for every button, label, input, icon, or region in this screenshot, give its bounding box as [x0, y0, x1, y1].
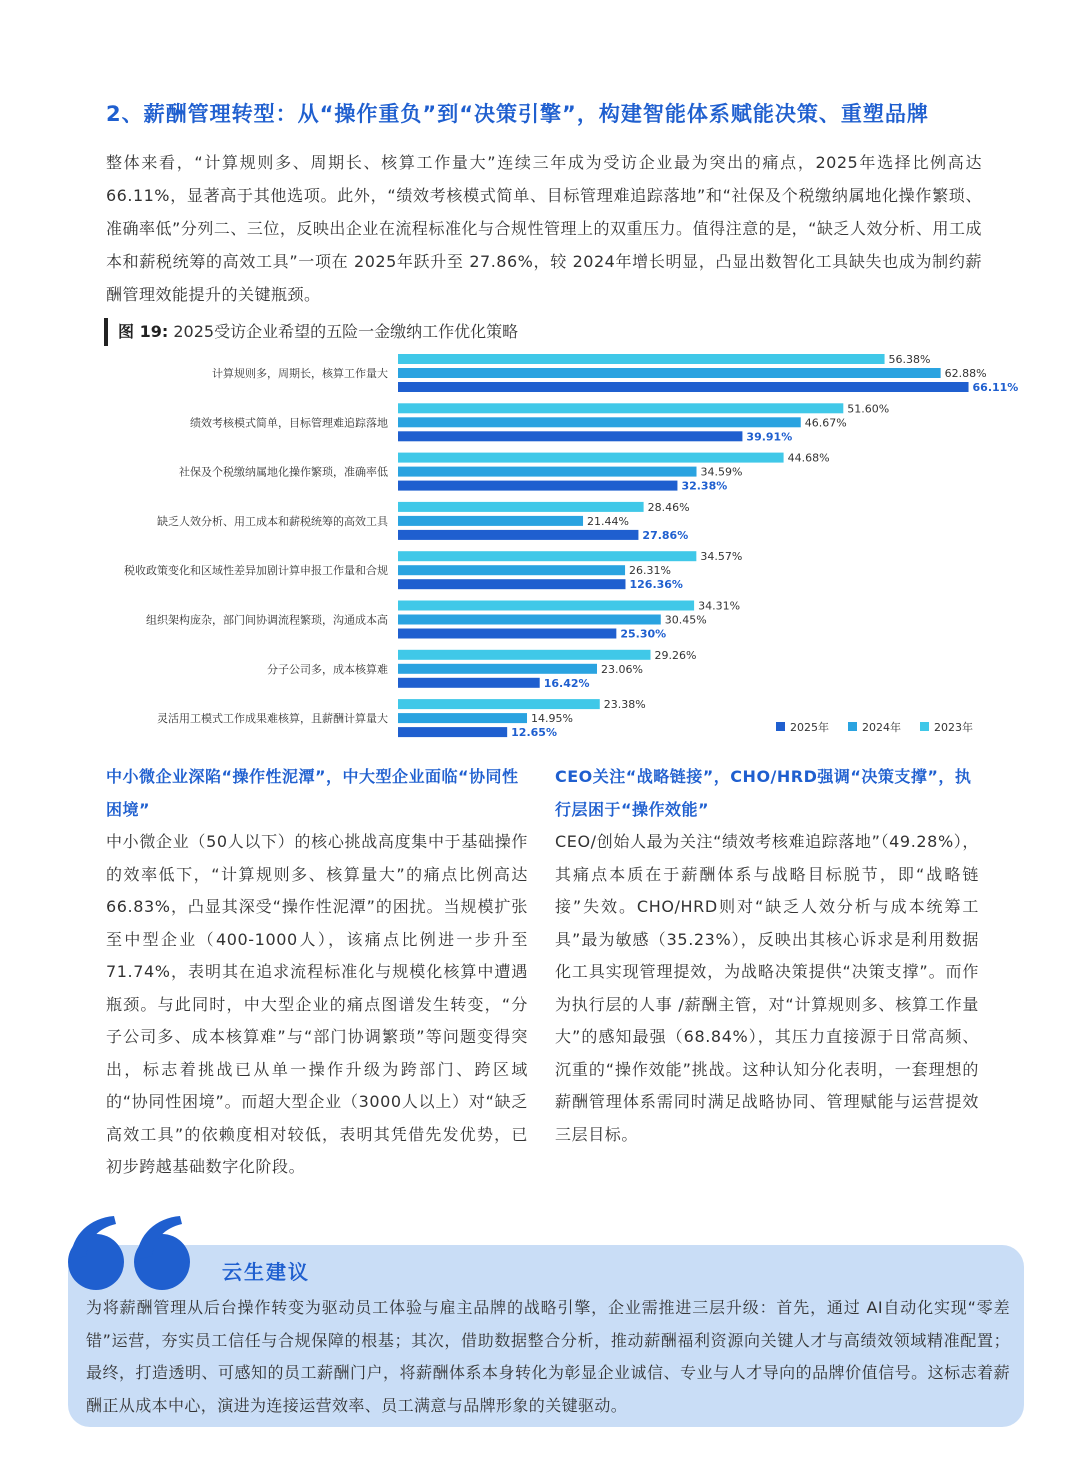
data-label: 25.30% — [620, 627, 667, 641]
bar-2025 — [398, 629, 616, 639]
left-column-text: 中小微企业（50人以下）的核心挑战高度集中于基础操作的效率低下，“计算规则多、核算量大”的痛点比例高达 66.83%，凸显其深受“操作性泥潭”的困扰。当规模扩张至中型企业（400-1000人），该痛点比例进一步升至 71.74%，表明其在追求流程标准化与规模化核算中遭遇瓶颈。与此同时，中大型企业的痛点图谱发生转变，“分子公司多、成本核算难”与“部门协调繁琐”等问题变得突出，标志着挑战已从单一操作升级为跨部门、跨区域的“协同性困境”。而超大型企业（3000人以上）对“缺乏高效工具”的依赖度相对较低，表明其凭借先发优势，已初步跨越基础数字化阶段。 — [106, 832, 528, 1176]
data-label: 51.60% — [847, 402, 890, 416]
bar-2024 — [398, 664, 597, 674]
category-label: 灵活用工模式工作成果难核算，且薪酬计算量大 — [157, 712, 388, 726]
bar-2025 — [398, 431, 742, 441]
legend-label: 2025年 — [790, 721, 829, 734]
bar-chart — [0, 346, 1080, 746]
bar-2024 — [398, 516, 583, 526]
data-label: 66.11% — [972, 381, 1019, 394]
figure-title-text: 2025受访企业希望的五险一金缴纳工作优化策略 — [173, 322, 519, 341]
data-label: 23.38% — [603, 698, 646, 712]
data-label: 12.65% — [511, 726, 557, 740]
bar-2025 — [398, 579, 625, 589]
data-label: 27.86% — [642, 528, 689, 542]
bar-2023 — [398, 453, 784, 463]
legend-swatch — [848, 722, 857, 731]
bar-2025 — [398, 530, 638, 540]
advice-title: 云生建议 — [222, 1260, 310, 1284]
data-label: 34.57% — [700, 550, 743, 564]
figure-label: 图 19: — [118, 322, 169, 341]
bar-2025 — [398, 678, 540, 688]
data-label: 39.91% — [746, 430, 793, 444]
bar-2025 — [398, 382, 969, 392]
category-label: 社保及个税缴纳属地化操作繁琐，准确率低 — [179, 465, 388, 479]
bar-2023 — [398, 650, 651, 660]
data-label: 46.67% — [804, 416, 847, 430]
left-column-title: 中小微企业深陷“操作性泥潭”，中大型企业面临“协同性困境” — [106, 767, 519, 819]
data-label: 16.42% — [543, 676, 590, 690]
bar-2023 — [398, 699, 600, 709]
bar-2023 — [398, 551, 696, 561]
bar-2024 — [398, 368, 941, 378]
right-column-title: CEO关注“战略链接”，CHO/HRD强调“决策支撑”，执行层困于“操作效能” — [555, 767, 972, 819]
category-label: 分子公司多，成本核算难 — [267, 662, 388, 676]
data-label: 14.95% — [531, 712, 573, 726]
category-label: 绩效考核模式简单，目标管理难追踪落地 — [190, 416, 388, 430]
data-label: 32.38% — [681, 479, 728, 493]
data-label: 29.26% — [654, 648, 697, 662]
bar-2023 — [398, 354, 885, 364]
bar-2025 — [398, 481, 677, 491]
bar-2024 — [398, 615, 661, 625]
data-label: 34.31% — [698, 599, 741, 613]
data-label: 28.46% — [647, 500, 690, 514]
bar-2023 — [398, 502, 644, 512]
advice-text: 为将薪酬管理从后台操作转变为驱动员工体验与雇主品牌的战略引擎，企业需推进三层升级：首先，通过 AI自动化实现“零差错”运营，夯实员工信任与合规保障的根基；其次，借助数据整合分析，推动薪酬福利资源向关键人才与高绩效领域精准配置；最终，打造透明、可感知的员工薪酬门户，将薪酬体系本身转化为彰显企业诚信、专业与人才导向的品牌价值信号。这标志着薪酬正从成本中心，演进为连接运营效率、员工满意与品牌形象的关键驱动。 — [86, 1298, 1010, 1415]
bar-2025 — [398, 727, 507, 737]
intro-paragraph: 整体来看，“计算规则多、周期长、核算工作量大”连续三年成为受访企业最为突出的痛点，2025年选择比例高达 66.11%，显著高于其他选项。此外，“绩效考核模式简单、目标管理难追踪落地”和“社保及个税缴纳属地化操作繁琐、准确率低”分列二、三位，反映出企业在流程标准化与合规性管理上的双重压力。值得注意的是，“缺乏人效分析、用工成本和薪税统筹的高效工具”一项在 2025年跃升至 27.86%，较 2024年增长明显，凸显出数智化工具缺失也成为制约薪酬管理效能提升的关键瓶颈。 — [106, 153, 982, 304]
legend-swatch — [920, 722, 929, 731]
bar-2023 — [398, 403, 843, 413]
section-title: 2、薪酬管理转型：从“操作重负”到“决策引擎”，构建智能体系赋能决策、重塑品牌 — [106, 102, 929, 126]
bar-2024 — [398, 417, 801, 427]
category-label: 计算规则多，周期长，核算工作量大 — [212, 367, 388, 380]
data-label: 21.44% — [587, 514, 629, 528]
legend-label: 2024年 — [862, 721, 901, 734]
data-label: 23.06% — [601, 662, 643, 676]
category-label: 组织架构庞杂，部门间协调流程繁琐，沟通成本高 — [146, 613, 388, 627]
right-column-text: CEO/创始人最为关注“绩效考核难追踪落地”（49.28%），其痛点本质在于薪酬体系与战略目标脱节，即“战略链接”失效。CHO/HRD则对“缺乏人效分析与成本统筹工具”最为敏感（35.23%），反映出其核心诉求是利用数据化工具实现管理提效，为战略决策提供“决策支撑”。而作为执行层的人事 /薪酬主管，对“计算规则多、核算工作量大”的感知最强（68.84%），其压力直接源于日常高频、沉重的“操作效能”挑战。这种认知分化表明，一套理想的薪酬管理体系需同时满足战略协同、管理赋能与运营提效三层目标。 — [555, 832, 979, 1144]
quote-icon — [62, 1212, 202, 1292]
legend-swatch — [776, 722, 785, 731]
bar-2024 — [398, 713, 527, 723]
data-label: 62.88% — [944, 367, 987, 380]
data-label: 26.31% — [629, 564, 672, 578]
data-label: 126.36% — [629, 578, 683, 592]
category-label: 缺乏人效分析、用工成本和薪税统筹的高效工具 — [157, 514, 388, 528]
bar-2024 — [398, 565, 625, 575]
category-label: 税收政策变化和区域性差异加剧计算申报工作量和合规 — [124, 564, 388, 578]
data-label: 34.59% — [700, 465, 743, 479]
bar-2024 — [398, 467, 697, 477]
legend-label: 2023年 — [934, 721, 973, 734]
bar-2023 — [398, 601, 694, 611]
data-label: 56.38% — [888, 353, 931, 366]
data-label: 44.68% — [787, 451, 830, 465]
data-label: 30.45% — [664, 613, 707, 627]
figure-title — [104, 318, 518, 346]
